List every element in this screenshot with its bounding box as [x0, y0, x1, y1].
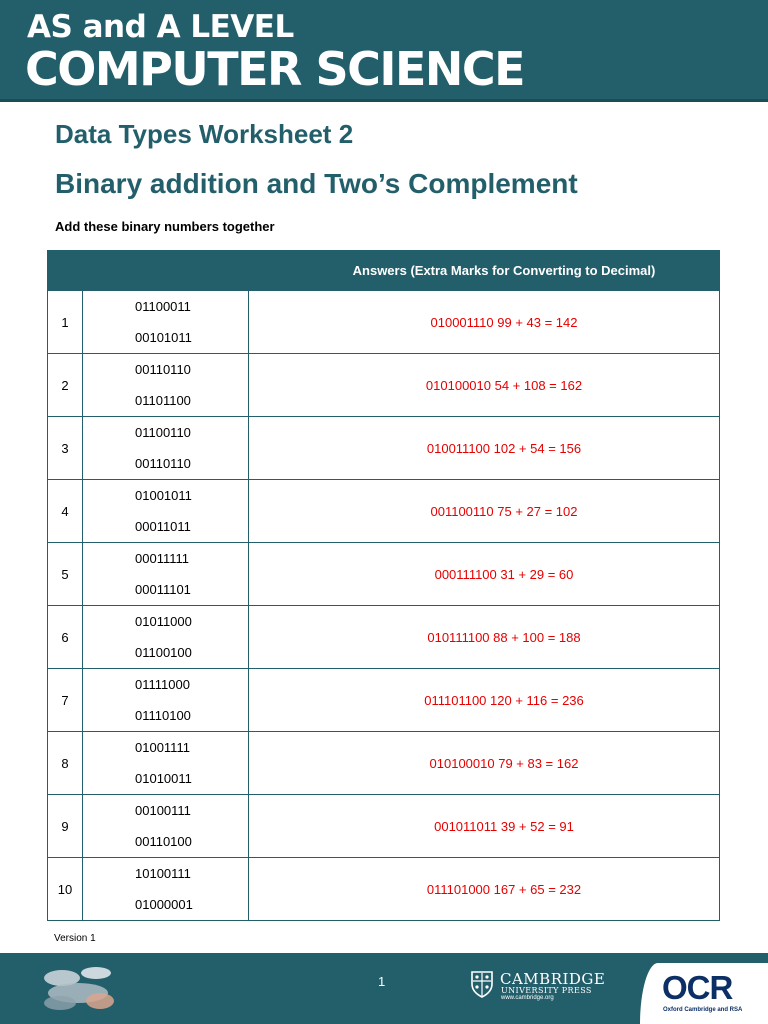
header-line1: AS and A LEVEL [27, 9, 294, 45]
header-banner [0, 0, 768, 102]
answer-cell: 010100010 54 + 108 = 162 [249, 354, 720, 417]
binary-a: 01100110 [135, 425, 191, 440]
binary-a: 01111000 [135, 677, 190, 692]
instruction-text: Add these binary numbers together [55, 219, 275, 234]
cambridge-crest-icon [470, 970, 494, 998]
binary-b: 01000001 [135, 897, 193, 912]
binary-b: 00101011 [135, 330, 192, 345]
table-row [48, 669, 720, 732]
binary-operands [83, 732, 249, 795]
page-number: 1 [378, 974, 386, 989]
row-number: 4 [48, 480, 83, 543]
table-row [48, 354, 720, 417]
ocr-logo-panel [640, 963, 768, 1024]
answer-cell: 001011011 39 + 52 = 91 [249, 795, 720, 858]
row-number: 9 [48, 795, 83, 858]
binary-b: 01100100 [135, 645, 192, 660]
binary-operands [83, 417, 249, 480]
answer-cell: 011101000 167 + 65 = 232 [249, 858, 720, 921]
cambridge-web: www.cambridge.org [501, 995, 554, 1001]
binary-operands [83, 858, 249, 921]
binary-a: 01100011 [135, 299, 191, 314]
binary-b: 01110100 [135, 708, 191, 723]
row-number: 6 [48, 606, 83, 669]
binary-b: 00011011 [135, 519, 191, 534]
binary-a: 00100111 [135, 803, 191, 818]
binary-b: 00110110 [135, 456, 191, 471]
binary-b: 01101100 [135, 393, 191, 408]
table-row [48, 858, 720, 921]
cambridge-name: CAMBRIDGE [500, 970, 606, 988]
binary-a: 01001011 [135, 488, 192, 503]
binary-operands [83, 480, 249, 543]
binary-a: 00110110 [135, 362, 191, 377]
col-number-header [48, 251, 83, 291]
answer-cell: 010001110 99 + 43 = 142 [249, 291, 720, 354]
row-number: 1 [48, 291, 83, 354]
binary-operands [83, 543, 249, 606]
table-row [48, 732, 720, 795]
footer-bar [0, 953, 768, 1024]
page-title: Data Types Worksheet 2 [55, 119, 354, 149]
table-header-row [48, 251, 720, 291]
col-binary-header [83, 251, 249, 291]
table-row [48, 795, 720, 858]
version-label: Version 1 [54, 933, 96, 944]
binary-a: 10100111 [135, 866, 191, 881]
page-subtitle: Binary addition and Two’s Complement [55, 168, 578, 199]
row-number: 10 [48, 858, 83, 921]
row-number: 2 [48, 354, 83, 417]
row-number: 7 [48, 669, 83, 732]
binary-b: 01010011 [135, 771, 192, 786]
header-line2: COMPUTER SCIENCE [25, 42, 525, 96]
row-number: 5 [48, 543, 83, 606]
footer-photo-image [38, 963, 124, 1015]
cambridge-press: UNIVERSITY PRESS [501, 986, 592, 995]
row-number: 8 [48, 732, 83, 795]
answer-cell: 001100110 75 + 27 = 102 [249, 480, 720, 543]
binary-operands [83, 669, 249, 732]
answer-cell: 010111100 88 + 100 = 188 [249, 606, 720, 669]
binary-a: 01001111 [135, 740, 190, 755]
answer-cell: 000111100 31 + 29 = 60 [249, 543, 720, 606]
binary-b: 00011101 [135, 582, 191, 597]
binary-operands [83, 291, 249, 354]
col-answers-header: Answers (Extra Marks for Converting to Decimal) [249, 251, 720, 291]
table-row [48, 291, 720, 354]
binary-a: 01011000 [135, 614, 192, 629]
answer-cell: 010011100 102 + 54 = 156 [249, 417, 720, 480]
table-row [48, 480, 720, 543]
row-number: 3 [48, 417, 83, 480]
worksheet-table [47, 250, 720, 921]
table-row [48, 543, 720, 606]
binary-operands [83, 795, 249, 858]
ocr-logo: OCR [662, 969, 733, 1006]
ocr-subtitle: Oxford Cambridge and RSA [663, 1007, 743, 1013]
binary-operands [83, 354, 249, 417]
table-row [48, 606, 720, 669]
binary-operands [83, 606, 249, 669]
answer-cell: 011101100 120 + 116 = 236 [249, 669, 720, 732]
binary-a: 00011111 [135, 551, 189, 566]
table-row [48, 417, 720, 480]
binary-b: 00110100 [135, 834, 192, 849]
answer-cell: 010100010 79 + 83 = 162 [249, 732, 720, 795]
